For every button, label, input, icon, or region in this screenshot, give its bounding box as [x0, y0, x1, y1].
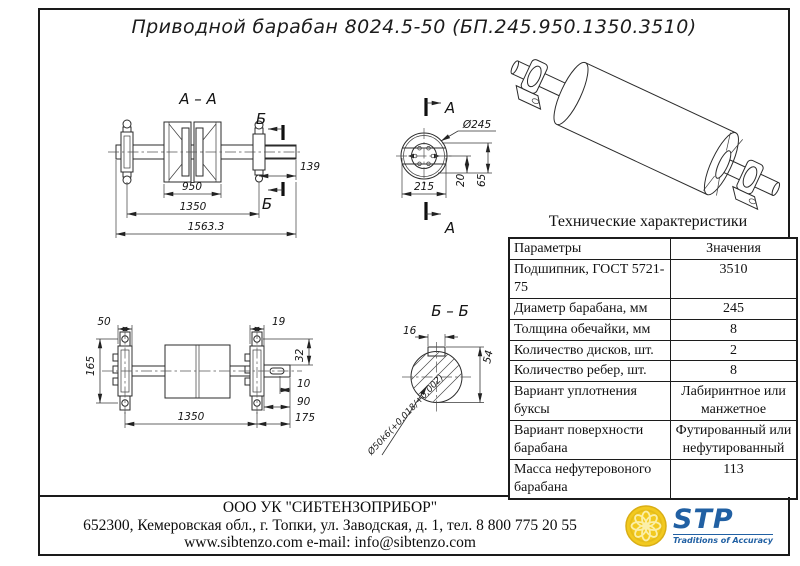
- svg-text:1350: 1350: [179, 201, 207, 213]
- svg-text:10: 10: [297, 378, 311, 390]
- company-address: 652300, Кемеровская обл., г. Топки, ул. Заводская, д. 1, тел. 8 800 775 20 55: [83, 516, 577, 534]
- svg-text:1563.3: 1563.3: [187, 221, 225, 233]
- dim-139: [259, 160, 320, 180]
- title-block: [38, 497, 790, 556]
- value-cell: 8: [671, 361, 798, 382]
- svg-text:139: 139: [300, 161, 321, 173]
- stp-logo-text: STP: [673, 504, 734, 535]
- svg-text:50: 50: [97, 316, 111, 328]
- param-cell: Диаметр барабана, мм: [509, 298, 671, 319]
- table-row: [509, 382, 797, 421]
- param-cell: Количество ребер, шт.: [509, 361, 671, 382]
- svg-text:32: 32: [294, 348, 306, 362]
- param-cell: Толщина обечайки, мм: [509, 319, 671, 340]
- svg-text:165: 165: [85, 355, 97, 376]
- isometric-drum-view: [512, 50, 787, 212]
- drum-3d: [498, 35, 792, 220]
- param-cell: Вариант поверхности барабана: [509, 421, 671, 460]
- stp-logo: [620, 505, 788, 547]
- param-cell: Вариант уплотнения буксы: [509, 382, 671, 421]
- company-name: ООО УК "СИБТЕНЗОПРИБОР": [222, 498, 438, 516]
- table-row: [509, 421, 797, 460]
- dim-32: [263, 339, 313, 365]
- stp-flower-icon: [625, 505, 667, 547]
- table-row: [509, 340, 797, 361]
- dim-175-1350: [125, 411, 315, 428]
- cut-letter: А: [444, 99, 456, 117]
- param-cell: Подшипник, ГОСТ 5721-75: [509, 259, 671, 298]
- cut-letter: А: [444, 219, 456, 237]
- svg-text:65: 65: [476, 173, 488, 187]
- stp-logo-tagline: Traditions of Accuracy: [673, 536, 773, 545]
- table-row: [509, 361, 797, 382]
- svg-text:Ø245: Ø245: [462, 119, 492, 131]
- col-param-header: Параметры: [509, 238, 671, 259]
- param-cell: Количество дисков, шт.: [509, 340, 671, 361]
- svg-text:16: 16: [403, 325, 417, 337]
- specs-table: [508, 237, 798, 500]
- end-view-a: [388, 86, 508, 236]
- value-cell: 2: [671, 340, 798, 361]
- drawing-title: Приводной барабан 8024.5-50 (БП.245.950.1350.3510): [131, 16, 697, 38]
- dim-diameter: [441, 119, 496, 141]
- section-aa-label: А – А: [179, 90, 217, 108]
- svg-text:175: 175: [295, 412, 316, 424]
- section-aa-view: [50, 82, 395, 282]
- cut-mark-b-bottom: [262, 182, 283, 213]
- plan-view: [42, 302, 382, 452]
- shaft-diameter-label: Ø50k6(+0,018/+0,002): [366, 372, 447, 458]
- svg-text:1350: 1350: [177, 411, 205, 423]
- svg-text:215: 215: [413, 181, 435, 193]
- cut-letter: Б: [261, 195, 273, 213]
- param-cell: Масса нефутеровоного барабана: [509, 459, 671, 498]
- drum-end-circle: [396, 128, 452, 184]
- svg-text:950: 950: [181, 181, 203, 193]
- col-value-header: Значения: [671, 238, 798, 259]
- table-row: [509, 459, 797, 498]
- specs-title: Технические характеристики: [548, 213, 748, 230]
- cut-letter: Б: [255, 110, 267, 128]
- cut-mark-a-bottom: [426, 202, 455, 237]
- stp-logo-text-block: [673, 506, 773, 545]
- drum-body: [165, 345, 230, 398]
- bearing-right: [253, 121, 265, 182]
- table-row: [509, 319, 797, 340]
- company-info: [40, 499, 620, 553]
- dim-16: [403, 325, 458, 346]
- svg-text:90: 90: [297, 396, 311, 408]
- cut-mark-a-top: [426, 98, 455, 117]
- svg-text:19: 19: [272, 316, 286, 328]
- value-cell: 245: [671, 298, 798, 319]
- table-row: [509, 298, 797, 319]
- section-bb-label: Б – Б: [431, 302, 469, 320]
- table-header-row: [509, 238, 797, 259]
- dim-950: [164, 181, 221, 198]
- value-cell: 113: [671, 459, 798, 498]
- value-cell: Лабиринтное или манжетное: [671, 382, 798, 421]
- company-contacts: www.sibtenzo.com e-mail: info@sibtenzo.com: [184, 534, 476, 552]
- svg-text:54: 54: [481, 349, 496, 365]
- value-cell: 3510: [671, 259, 798, 298]
- value-cell: 8: [671, 319, 798, 340]
- value-cell: Футированный или нефутированный: [671, 421, 798, 460]
- table-row: [509, 259, 797, 298]
- svg-text:20: 20: [455, 173, 467, 187]
